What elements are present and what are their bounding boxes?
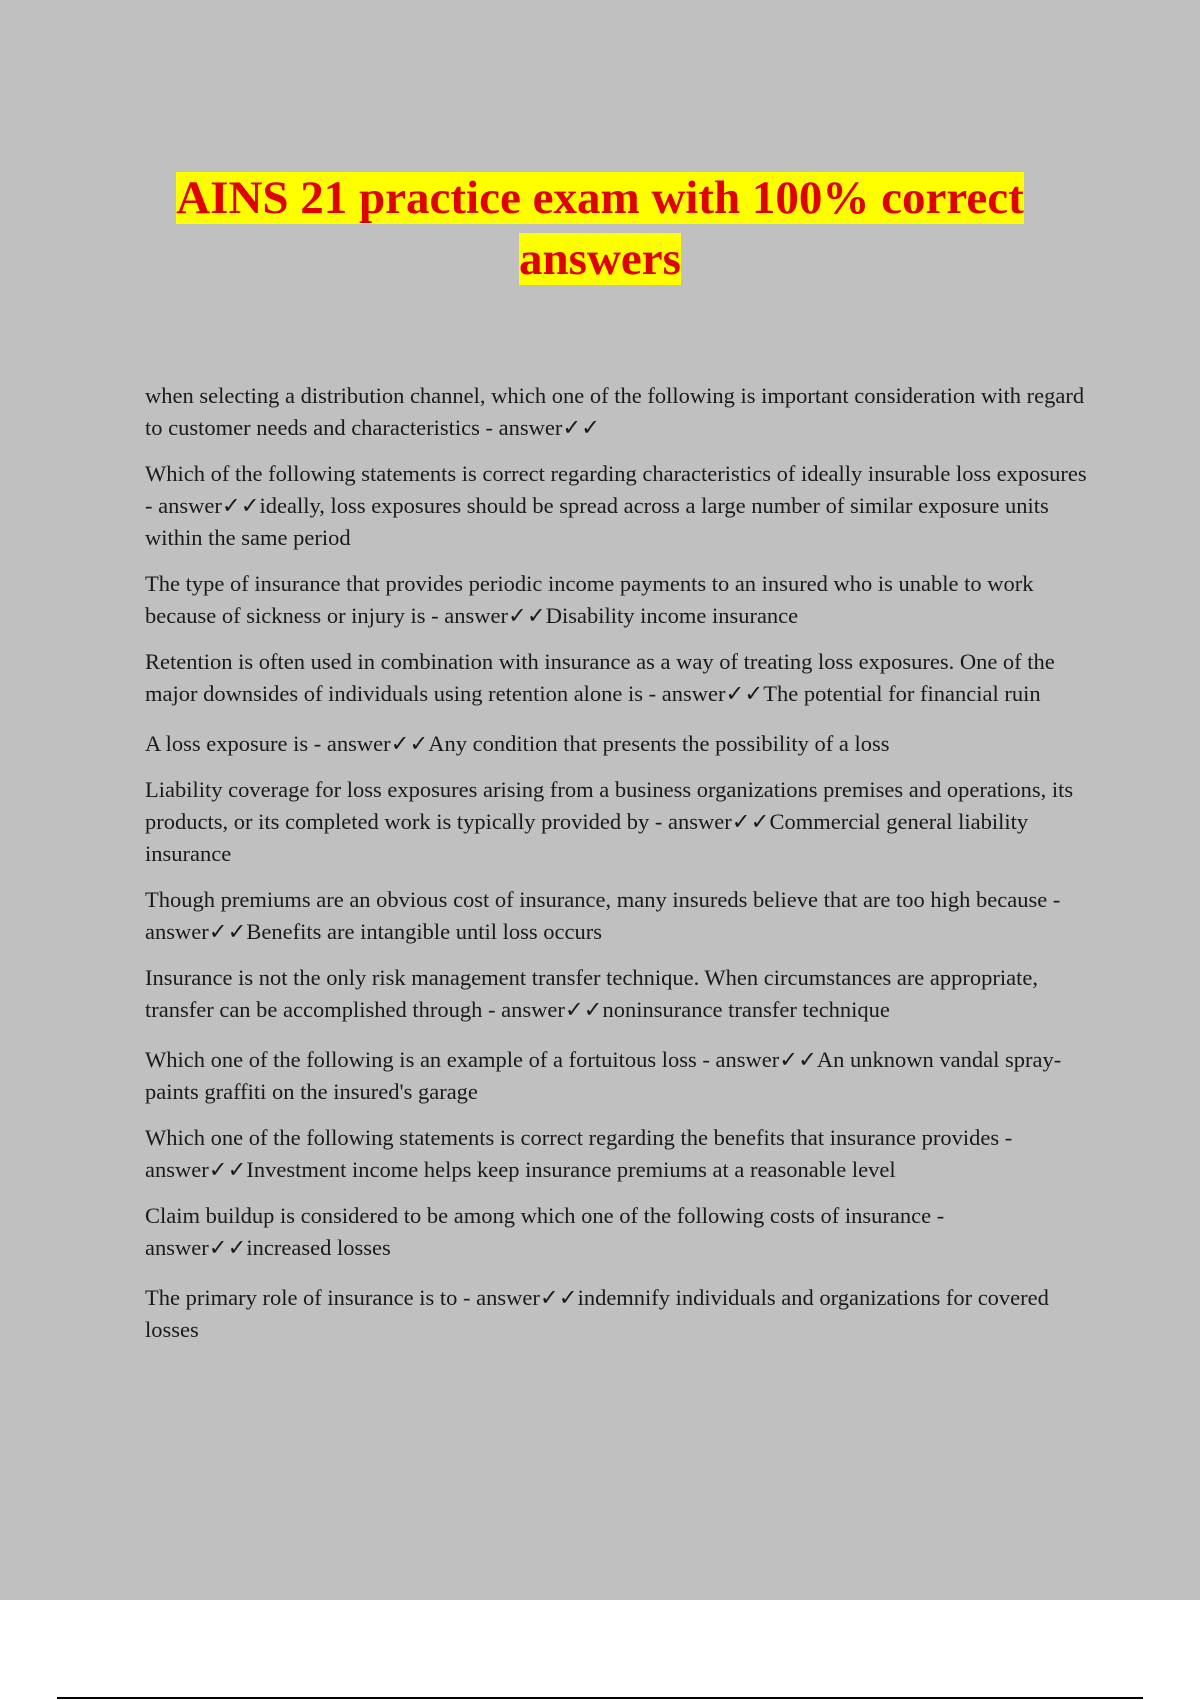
qa-item: Claim buildup is considered to be among which one of the following costs of insurance - answer✓✓increased losses: [145, 1203, 945, 1260]
qa-item: Liability coverage for loss exposures arising from a business organizations premises and operations, its products, or its completed work is typically provided by - answer✓✓Commercial general liability insurance: [145, 777, 1074, 866]
qa-item: Retention is often used in combination with insurance as a way of treating loss exposures. One of the major downsides of individuals using retention alone is - answer✓✓The potential for financial ruin: [145, 649, 1055, 706]
qa-item: Which one of the following is an example of a fortuitous loss - answer✓✓An unknown vandal spray-paints graffiti on the insured's garage: [145, 1047, 1062, 1104]
qa-item: Though premiums are an obvious cost of insurance, many insureds believe that are too high because - answer✓✓Benefits are intangible until loss occurs: [145, 887, 1061, 944]
qa-item: when selecting a distribution channel, which one of the following is important consideration with regard to customer needs and characteristics - answer✓✓: [145, 383, 1085, 440]
qa-item: Which of the following statements is correct regarding characteristics of ideally insurable loss exposures - answer✓✓ideally, loss exposures should be spread across a large number of similar exposure units within the same period: [145, 461, 1087, 550]
page-title: [100, 168, 1100, 290]
qa-item: A loss exposure is - answer✓✓Any condition that presents the possibility of a loss: [145, 731, 890, 756]
qa-item: Insurance is not the only risk management transfer technique. When circumstances are appropriate, transfer can be accomplished through - answer✓✓noninsurance transfer technique: [145, 965, 1038, 1022]
qa-item: Which one of the following statements is correct regarding the benefits that insurance provides - answer✓✓Investment income helps keep insurance premiums at a reasonable level: [145, 1125, 1013, 1182]
qa-list: [145, 380, 1095, 1360]
page-title-text: AINS 21 practice exam with 100% correct answers: [176, 172, 1024, 285]
footer-divider: [57, 1697, 1143, 1699]
qa-item: The type of insurance that provides periodic income payments to an insured who is unable to work because of sickness or injury is - answer✓✓Disability income insurance: [145, 571, 1034, 628]
qa-item: The primary role of insurance is to - answer✓✓indemnify individuals and organizations for covered losses: [145, 1285, 1049, 1342]
